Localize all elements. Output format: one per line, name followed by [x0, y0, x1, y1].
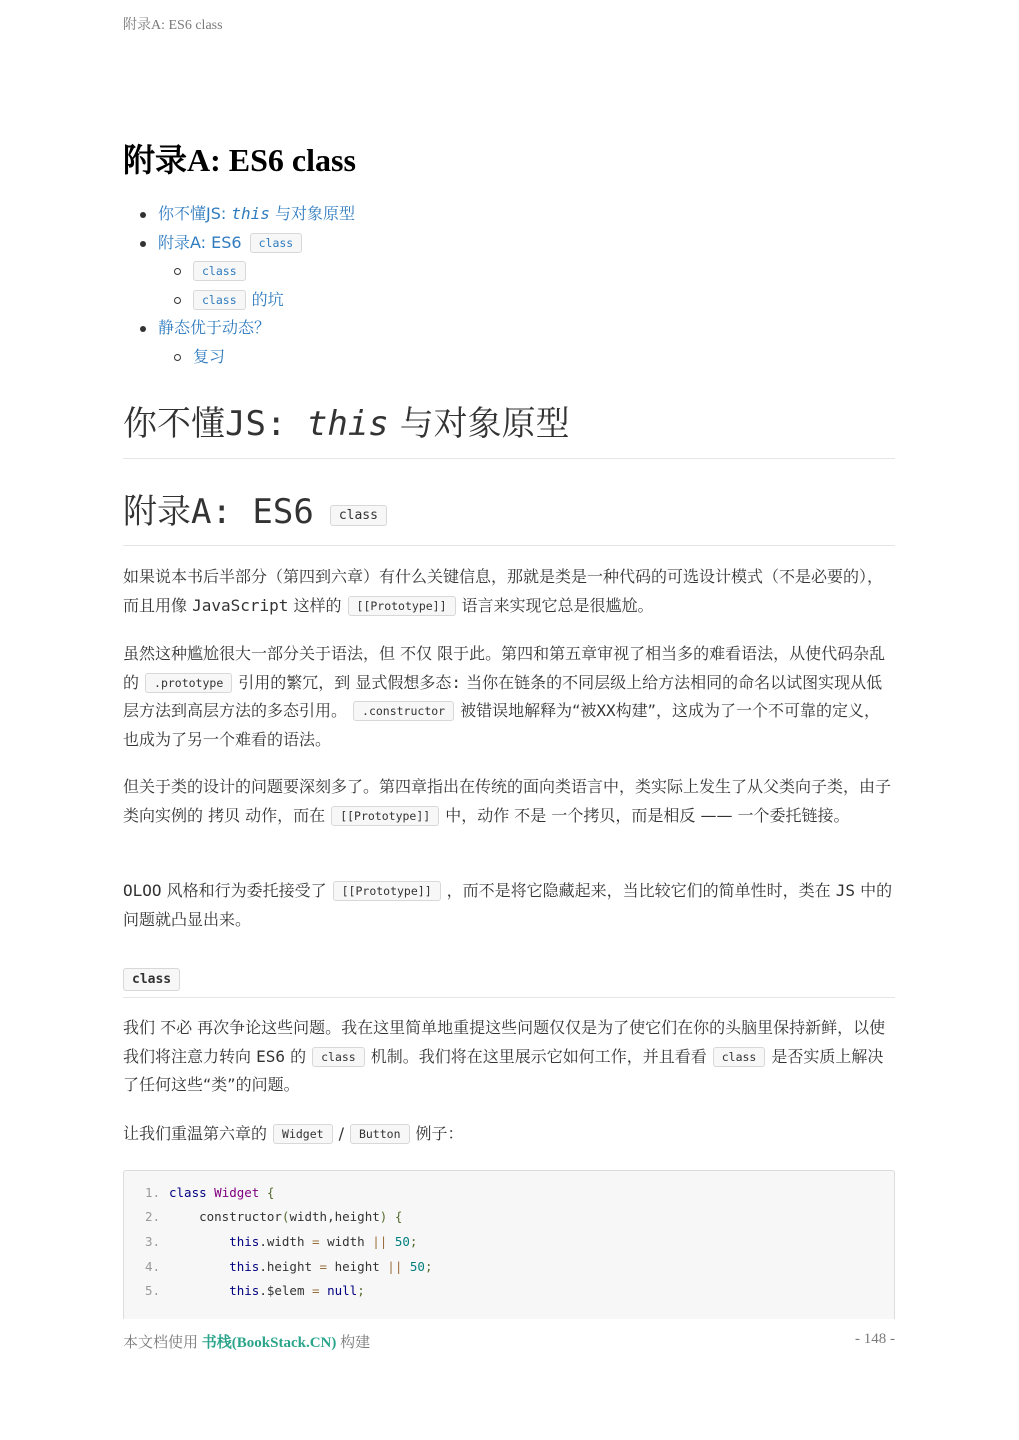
code-operator: =	[312, 1234, 320, 1249]
code-class-name: Widget	[214, 1185, 260, 1200]
toc-subitem-class	[123, 257, 893, 286]
code-punct: )	[379, 1209, 388, 1224]
heading-code-tag: class	[123, 968, 180, 991]
code-line	[124, 1255, 432, 1279]
footer-credit	[123, 1331, 370, 1352]
paragraph-4	[123, 877, 895, 934]
paragraph-text: 是否实质上解决了任何这些“类”的问题。	[123, 1046, 884, 1094]
paragraph-text: 例子：	[415, 1124, 464, 1143]
paragraph-text: 的	[285, 1046, 307, 1066]
paragraph-text: 当你在链条的不同层级上给方法相同的命名以试图实现从低层方法到高层方法的多态引用。	[123, 672, 883, 720]
inline-code: class	[312, 1047, 365, 1067]
code-operator: ||	[387, 1259, 403, 1274]
code-line	[124, 1279, 365, 1303]
toc-link-suffix: 的坑	[251, 289, 284, 309]
paragraph-text: ，而不是将它隐藏起来，当比较它们的简单性时，类在	[446, 881, 836, 900]
code-block	[123, 1170, 895, 1319]
toc-link-text: 附录A: ES6	[158, 232, 242, 252]
line-number: 3.	[144, 1234, 160, 1249]
inline-code: [[Prototype]]	[331, 806, 439, 826]
section-heading-this-prototypes	[123, 398, 895, 459]
subsection-heading-class	[123, 962, 895, 998]
inline-code: Button	[350, 1124, 410, 1144]
code-line	[124, 1205, 402, 1229]
toc-link-this-prototypes[interactable]	[158, 204, 355, 223]
code-keyword: this	[229, 1259, 260, 1274]
code-ident: .height	[259, 1259, 313, 1274]
page-title: 附录A: ES6 class	[123, 142, 356, 178]
heading-suffix: 与对象原型	[388, 404, 570, 444]
inline-code: class	[713, 1047, 766, 1067]
paragraph-text: 如果说本书后半部分（第四到六章）有什么关键信息，那就是类是一种代码的可选设计模式（不是必要的），而且用像	[123, 567, 884, 615]
paragraph-3	[123, 773, 895, 830]
code-punct: (	[281, 1209, 290, 1224]
footer-brand-link[interactable]: 书栈(BookStack.CN)	[201, 1335, 337, 1351]
code-punct: ;	[409, 1234, 418, 1249]
code-number: 50	[394, 1234, 410, 1249]
code-keyword: this	[229, 1283, 260, 1298]
toc-code-tag: class	[250, 233, 303, 253]
code-ident: .$elem	[259, 1283, 305, 1298]
paragraph-text: 机制。我们将在这里展示它如何工作，并且看看	[370, 1046, 707, 1066]
toc-link-static-vs-dynamic[interactable]: 静态优于动态？	[158, 318, 271, 337]
toc-code-tag: class	[193, 290, 246, 310]
paragraph-text: 但关于类的设计的问题要深刻多了。第四章指出在传统的面向类语言中，类实际上发生了从父类向子类，由子类向实例的 拷贝 动作，而在	[123, 777, 892, 825]
inline-mono: ES6	[256, 1046, 285, 1066]
inline-mono: JS	[835, 881, 855, 900]
code-ident: width,height	[289, 1209, 380, 1224]
inline-mono: :	[451, 672, 461, 692]
code-ident: width	[327, 1234, 365, 1249]
code-ident: .width	[259, 1234, 305, 1249]
toc-subitem-class-gotchas	[123, 286, 893, 315]
toc-link-review[interactable]: 复习	[193, 346, 226, 366]
code-operator: ||	[372, 1234, 388, 1249]
code-punct: {	[266, 1185, 275, 1200]
toc-item-this-prototypes	[123, 200, 893, 229]
running-header: 附录A: ES6 class	[123, 18, 223, 33]
toc-link-suffix: 与对象原型	[269, 204, 355, 223]
table-of-contents	[123, 200, 893, 371]
code-operator: =	[312, 1283, 320, 1298]
inline-mono: OLOO	[123, 881, 162, 900]
heading-code-tag: class	[330, 505, 387, 526]
paragraph-5	[123, 1014, 895, 1100]
toc-link-appendix-a[interactable]	[158, 233, 308, 252]
heading-italic: this	[306, 404, 389, 444]
inline-mono: XX	[596, 701, 616, 720]
line-number: 2.	[144, 1209, 160, 1224]
inline-code: [[Prototype]]	[348, 596, 456, 616]
heading-text: 你不懂JS:	[123, 404, 307, 444]
code-ident: constructor	[199, 1209, 282, 1224]
inline-code: Widget	[273, 1124, 333, 1144]
heading-text: 附录A: ES6	[123, 492, 314, 532]
line-number: 4.	[144, 1259, 160, 1274]
paragraph-text: 这样的	[288, 595, 342, 615]
inline-code: [[Prototype]]	[333, 881, 441, 901]
code-line	[124, 1230, 417, 1254]
inline-code: .prototype	[145, 673, 232, 693]
paragraph-text: 我们 不必 再次争论这些问题。我在这里简单地重提这些问题仅仅是为了使它们在你的头脑里保持新鲜，以使我们将注意力转向	[123, 1018, 886, 1066]
paragraph-text: 引用的繁冗，到 显式假想多态	[238, 672, 452, 692]
code-punct: {	[394, 1209, 403, 1224]
paragraph-text: 被错误地解释为“被	[460, 701, 597, 720]
code-punct: ;	[424, 1259, 433, 1274]
paragraph-text: 语言来实现它总是很尴尬。	[461, 595, 654, 615]
footer-suffix: 构建	[336, 1335, 371, 1351]
inline-code: .constructor	[353, 701, 454, 721]
toc-item-static-vs-dynamic	[123, 314, 893, 343]
inline-mono: JavaScript	[192, 595, 289, 615]
paragraph-text: 中，动作 不是 一个拷贝，而是相反 —— 一个委托链接。	[445, 805, 850, 825]
paragraph-text: 虽然这种尴尬很大一部分关于语法，但 不仅 限于此。第四和第五章审视了相当多的难看语法，从使代码杂乱的	[123, 644, 886, 692]
code-keyword: class	[169, 1185, 207, 1200]
paragraph-2	[123, 640, 895, 754]
code-number: 50	[409, 1259, 425, 1274]
code-punct: ;	[357, 1283, 365, 1298]
page-number: - 148 -	[855, 1331, 895, 1347]
paragraph-text: 中的问题就凸显出来。	[123, 881, 893, 929]
code-line	[124, 1181, 274, 1205]
toc-item-appendix-a	[123, 229, 893, 258]
section-heading-appendix-a	[123, 484, 895, 546]
paragraph-text: /	[338, 1124, 344, 1143]
toc-link-class-gotchas[interactable]	[193, 290, 284, 309]
footer-prefix: 本文档使用	[123, 1335, 202, 1351]
code-operator: =	[319, 1259, 328, 1274]
paragraph-1	[123, 563, 895, 620]
toc-link-class[interactable]	[193, 261, 252, 280]
code-keyword: this	[229, 1234, 260, 1249]
toc-link-text: 你不懂JS:	[158, 204, 232, 223]
line-number: 1.	[144, 1185, 160, 1200]
paragraph-6	[123, 1120, 895, 1149]
paragraph-text: 让我们重温第六章的	[123, 1124, 268, 1143]
code-keyword: null	[327, 1283, 358, 1298]
toc-code-tag: class	[193, 261, 246, 281]
toc-link-italic: this	[231, 204, 270, 223]
toc-subitem-review	[123, 343, 893, 372]
line-number: 5.	[144, 1283, 160, 1298]
paragraph-text: 风格和行为委托接受了	[161, 881, 327, 900]
paragraph-text: 构建”，这成为了一个不可靠的定义，也成为了另一个难看的语法。	[123, 701, 880, 749]
code-ident: height	[334, 1259, 380, 1274]
